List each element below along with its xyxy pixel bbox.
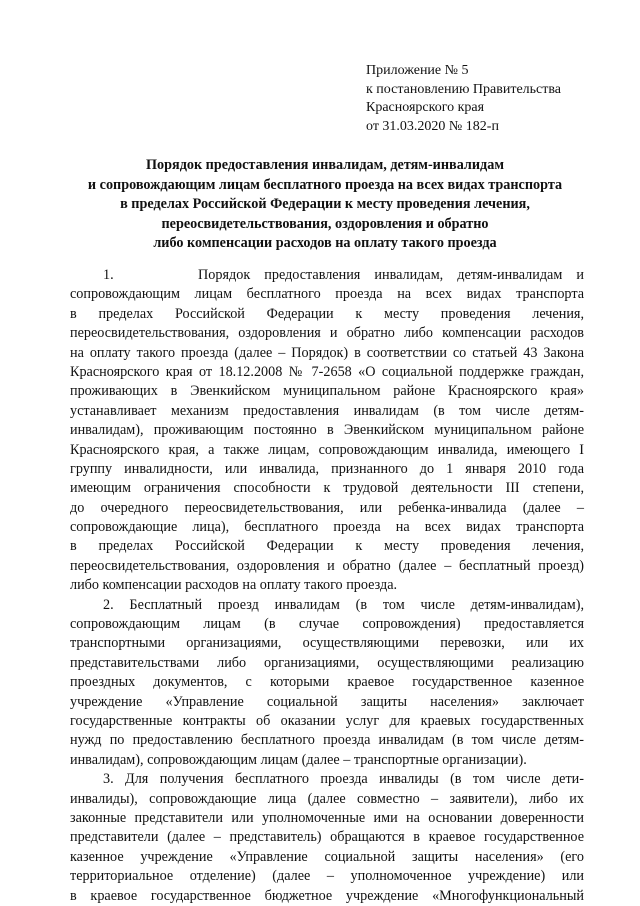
paragraph-2-line: учреждение «Управление социальной защиты населения» заключает xyxy=(70,693,584,710)
appendix-line: от 31.03.2020 № 182-п xyxy=(366,118,499,134)
paragraph-3-line: инвалиды), сопровождающие лица (далее совместно – заявители), либо их xyxy=(70,790,584,807)
paragraph-1-line: переосвидетельствования, оздоровления и обратно либо компенсации расходов xyxy=(70,325,584,342)
paragraph-3-line: казенное учреждение «Управление социальной защиты населения» (его xyxy=(70,848,584,865)
document-body xyxy=(70,266,584,906)
paragraph-2-line: сопровождающим лицам (в случае сопровождения) предоставляется xyxy=(70,616,584,633)
title-line: в пределах Российской Федерации к месту проведения лечения, xyxy=(120,196,530,213)
paragraph-1-line: либо компенсации расходов на оплату такого проезда. xyxy=(70,577,398,594)
title-line: либо компенсации расходов на оплату такого проезда xyxy=(153,235,497,252)
paragraph-2-line: 2. Бесплатный проезд инвалидам (в том числе детям-инвалидам), xyxy=(103,596,584,613)
paragraph-2-line: проездных документов, с которыми краевое государственное казенное xyxy=(70,674,584,691)
paragraph-3-line: 3. Для получения бесплатного проезда инвалиды (в том числе дети- xyxy=(103,771,584,788)
title-line: переосвидетельствования, оздоровления и обратно xyxy=(161,215,489,232)
paragraph-3-line: территориальное отделение) (далее – уполномоченное учреждение) или xyxy=(70,868,584,885)
paragraph-3-line: законные представители или уполномоченные ими на основании доверенности xyxy=(70,809,584,826)
paragraph-1-line: Красноярского края от 18.12.2008 № 7-2658 «О социальной поддержке граждан, xyxy=(70,363,584,380)
paragraph-1-line: проживающих в Эвенкийском муниципальном районе Красноярского края» xyxy=(70,383,584,400)
appendix-header xyxy=(366,62,561,136)
paragraph-3-line: в краевое государственное бюджетное учреждение «Многофункциональный xyxy=(70,887,584,904)
appendix-line: к постановлению Правительства xyxy=(366,81,562,97)
document-title xyxy=(60,156,590,254)
paragraph-2-line: представительствами либо организациями, осуществляющими реализацию xyxy=(70,654,584,671)
paragraph-1-line: инвалидам), проживающим постоянно в Эвенкийском муниципальном районе xyxy=(70,422,584,439)
title-line: Порядок предоставления инвалидам, детям-инвалидам xyxy=(146,157,504,173)
appendix-line: Приложение № 5 xyxy=(366,63,469,78)
title-line: и сопровождающим лицам бесплатного проезда на всех видах транспорта xyxy=(87,176,563,193)
paragraph-1-line: 1. Порядок предоставления инвалидам, детям-инвалидам и xyxy=(103,267,584,283)
paragraph-2-line: государственные контракты об оказании услуг для краевых государственных xyxy=(70,712,584,729)
paragraph-1-line: в пределах Российской Федерации к месту проведения лечения, xyxy=(70,538,584,555)
paragraph-2-line: нужд по предоставлению бесплатного проезда инвалидам (в том числе детям- xyxy=(70,732,584,749)
paragraph-1-line: в пределах Российской Федерации к месту проведения лечения, xyxy=(70,305,584,322)
paragraph-1-line: группу инвалидности, или инвалида, признанного до 1 января 2010 года xyxy=(70,460,584,477)
paragraph-1-line: имеющим ограничения способности к трудовой деятельности III степени, xyxy=(70,480,584,497)
paragraph-1-line: до очередного переосвидетельствования, или ребенка-инвалида (далее – xyxy=(70,499,584,516)
paragraph-1-line: сопровождающие лица), бесплатного проезда на всех видах транспорта xyxy=(70,519,584,536)
paragraph-1-line: переосвидетельствования, оздоровления и обратно (далее – бесплатный проезд) xyxy=(70,557,584,574)
paragraph-2-line: транспортными организациями, осуществляющими перевозки, или их xyxy=(70,635,584,652)
paragraph-1-line: на оплату такого проезда (далее – Порядок) в соответствии со статьей 43 Закона xyxy=(70,344,584,361)
paragraph-1-line: сопровождающим лицам бесплатного проезда на всех видах транспорта xyxy=(70,286,584,303)
paragraph-3-line: представители (далее – представитель) обращаются в краевое государственное xyxy=(70,829,584,846)
appendix-line: Красноярского края xyxy=(366,100,485,115)
paragraph-1-line: устанавливает механизм предоставления инвалидам (в том числе детям- xyxy=(70,402,584,419)
paragraph-1-line: Красноярского края, а также лицам, сопровождающим инвалида, имеющего I xyxy=(70,441,584,458)
paragraph-2-line: инвалидам), сопровождающим лицам (далее – транспортные организации). xyxy=(70,751,527,768)
